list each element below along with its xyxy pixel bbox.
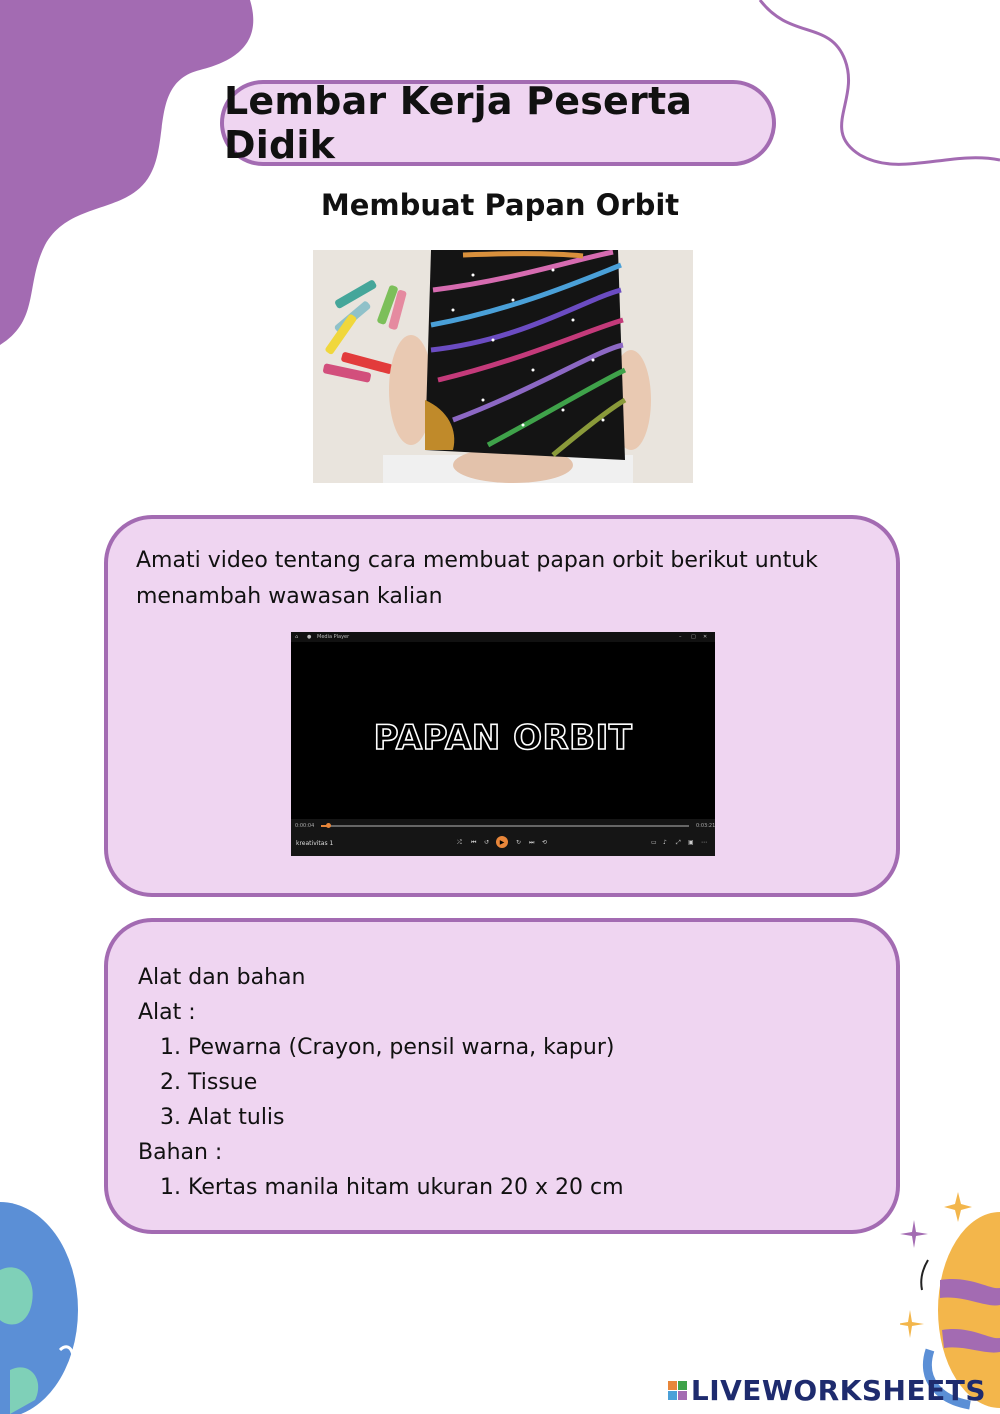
cast-icon[interactable]: ▣ bbox=[688, 839, 694, 846]
elapsed-time: 0:00:04 bbox=[295, 823, 315, 829]
list-item: 1. Pewarna (Crayon, pensil warna, kapur) bbox=[160, 1035, 615, 1060]
watermark-text: LIVEWORKSHEETS bbox=[690, 1374, 986, 1407]
video-player[interactable] bbox=[291, 632, 715, 856]
maximize-icon[interactable]: □ bbox=[691, 634, 696, 640]
forward-icon[interactable]: ↻ bbox=[516, 839, 522, 846]
duration-time: 0:03:21 bbox=[696, 823, 715, 829]
planet-left-decoration bbox=[0, 1200, 90, 1414]
home-icon[interactable]: ⌂ bbox=[295, 634, 299, 640]
seek-bar[interactable] bbox=[321, 825, 689, 827]
orbit-board-photo bbox=[313, 250, 693, 483]
fullscreen-icon[interactable]: ⤢ bbox=[676, 839, 681, 846]
play-icon: ▶ bbox=[499, 838, 505, 846]
play-button[interactable] bbox=[496, 836, 508, 848]
page-subtitle: Membuat Papan Orbit bbox=[320, 188, 680, 222]
next-icon[interactable]: ⏭ bbox=[529, 839, 535, 846]
list-item: 3. Alat tulis bbox=[160, 1105, 285, 1130]
close-icon[interactable]: ✕ bbox=[703, 634, 708, 640]
seek-handle[interactable] bbox=[326, 823, 331, 828]
liveworksheets-watermark bbox=[668, 1374, 986, 1407]
materials-label: Bahan : bbox=[138, 1140, 223, 1165]
volume-icon[interactable]: ♪ bbox=[663, 839, 667, 846]
more-options-icon[interactable]: ⋯ bbox=[701, 839, 707, 846]
decorative-wave-line bbox=[750, 0, 1000, 180]
video-label: kreativitas 1 bbox=[296, 840, 334, 847]
video-title-overlay: PAPAN ORBIT bbox=[373, 718, 633, 758]
video-intro-text: Amati video tentang cara membuat papan orbit berikut untuk menambah wawasan kalian bbox=[136, 548, 818, 609]
list-item: 1. Kertas manila hitam ukuran 20 x 20 cm bbox=[160, 1175, 624, 1200]
app-name: Media Player bbox=[317, 634, 350, 640]
list-item: 2. Tissue bbox=[160, 1070, 258, 1095]
video-controls bbox=[291, 819, 715, 856]
miniplayer-icon[interactable]: ▭ bbox=[651, 839, 657, 846]
app-logo-icon: ● bbox=[307, 634, 312, 640]
shuffle-icon[interactable]: ⤮ bbox=[457, 839, 462, 846]
liveworksheets-logo-icon bbox=[668, 1381, 687, 1400]
page-title: Lembar Kerja Peserta Didik bbox=[220, 80, 776, 166]
decorative-blob-top-left bbox=[0, 0, 260, 350]
materials-heading: Alat dan bahan bbox=[138, 965, 306, 990]
video-panel bbox=[104, 515, 900, 897]
materials-panel bbox=[104, 918, 900, 1234]
previous-icon[interactable]: ⏮ bbox=[471, 839, 477, 846]
repeat-icon[interactable]: ⟲ bbox=[542, 839, 548, 846]
rewind-icon[interactable]: ↺ bbox=[484, 839, 490, 846]
tools-label: Alat : bbox=[138, 1000, 196, 1025]
video-titlebar bbox=[291, 632, 715, 642]
minimize-icon[interactable]: – bbox=[679, 634, 682, 640]
